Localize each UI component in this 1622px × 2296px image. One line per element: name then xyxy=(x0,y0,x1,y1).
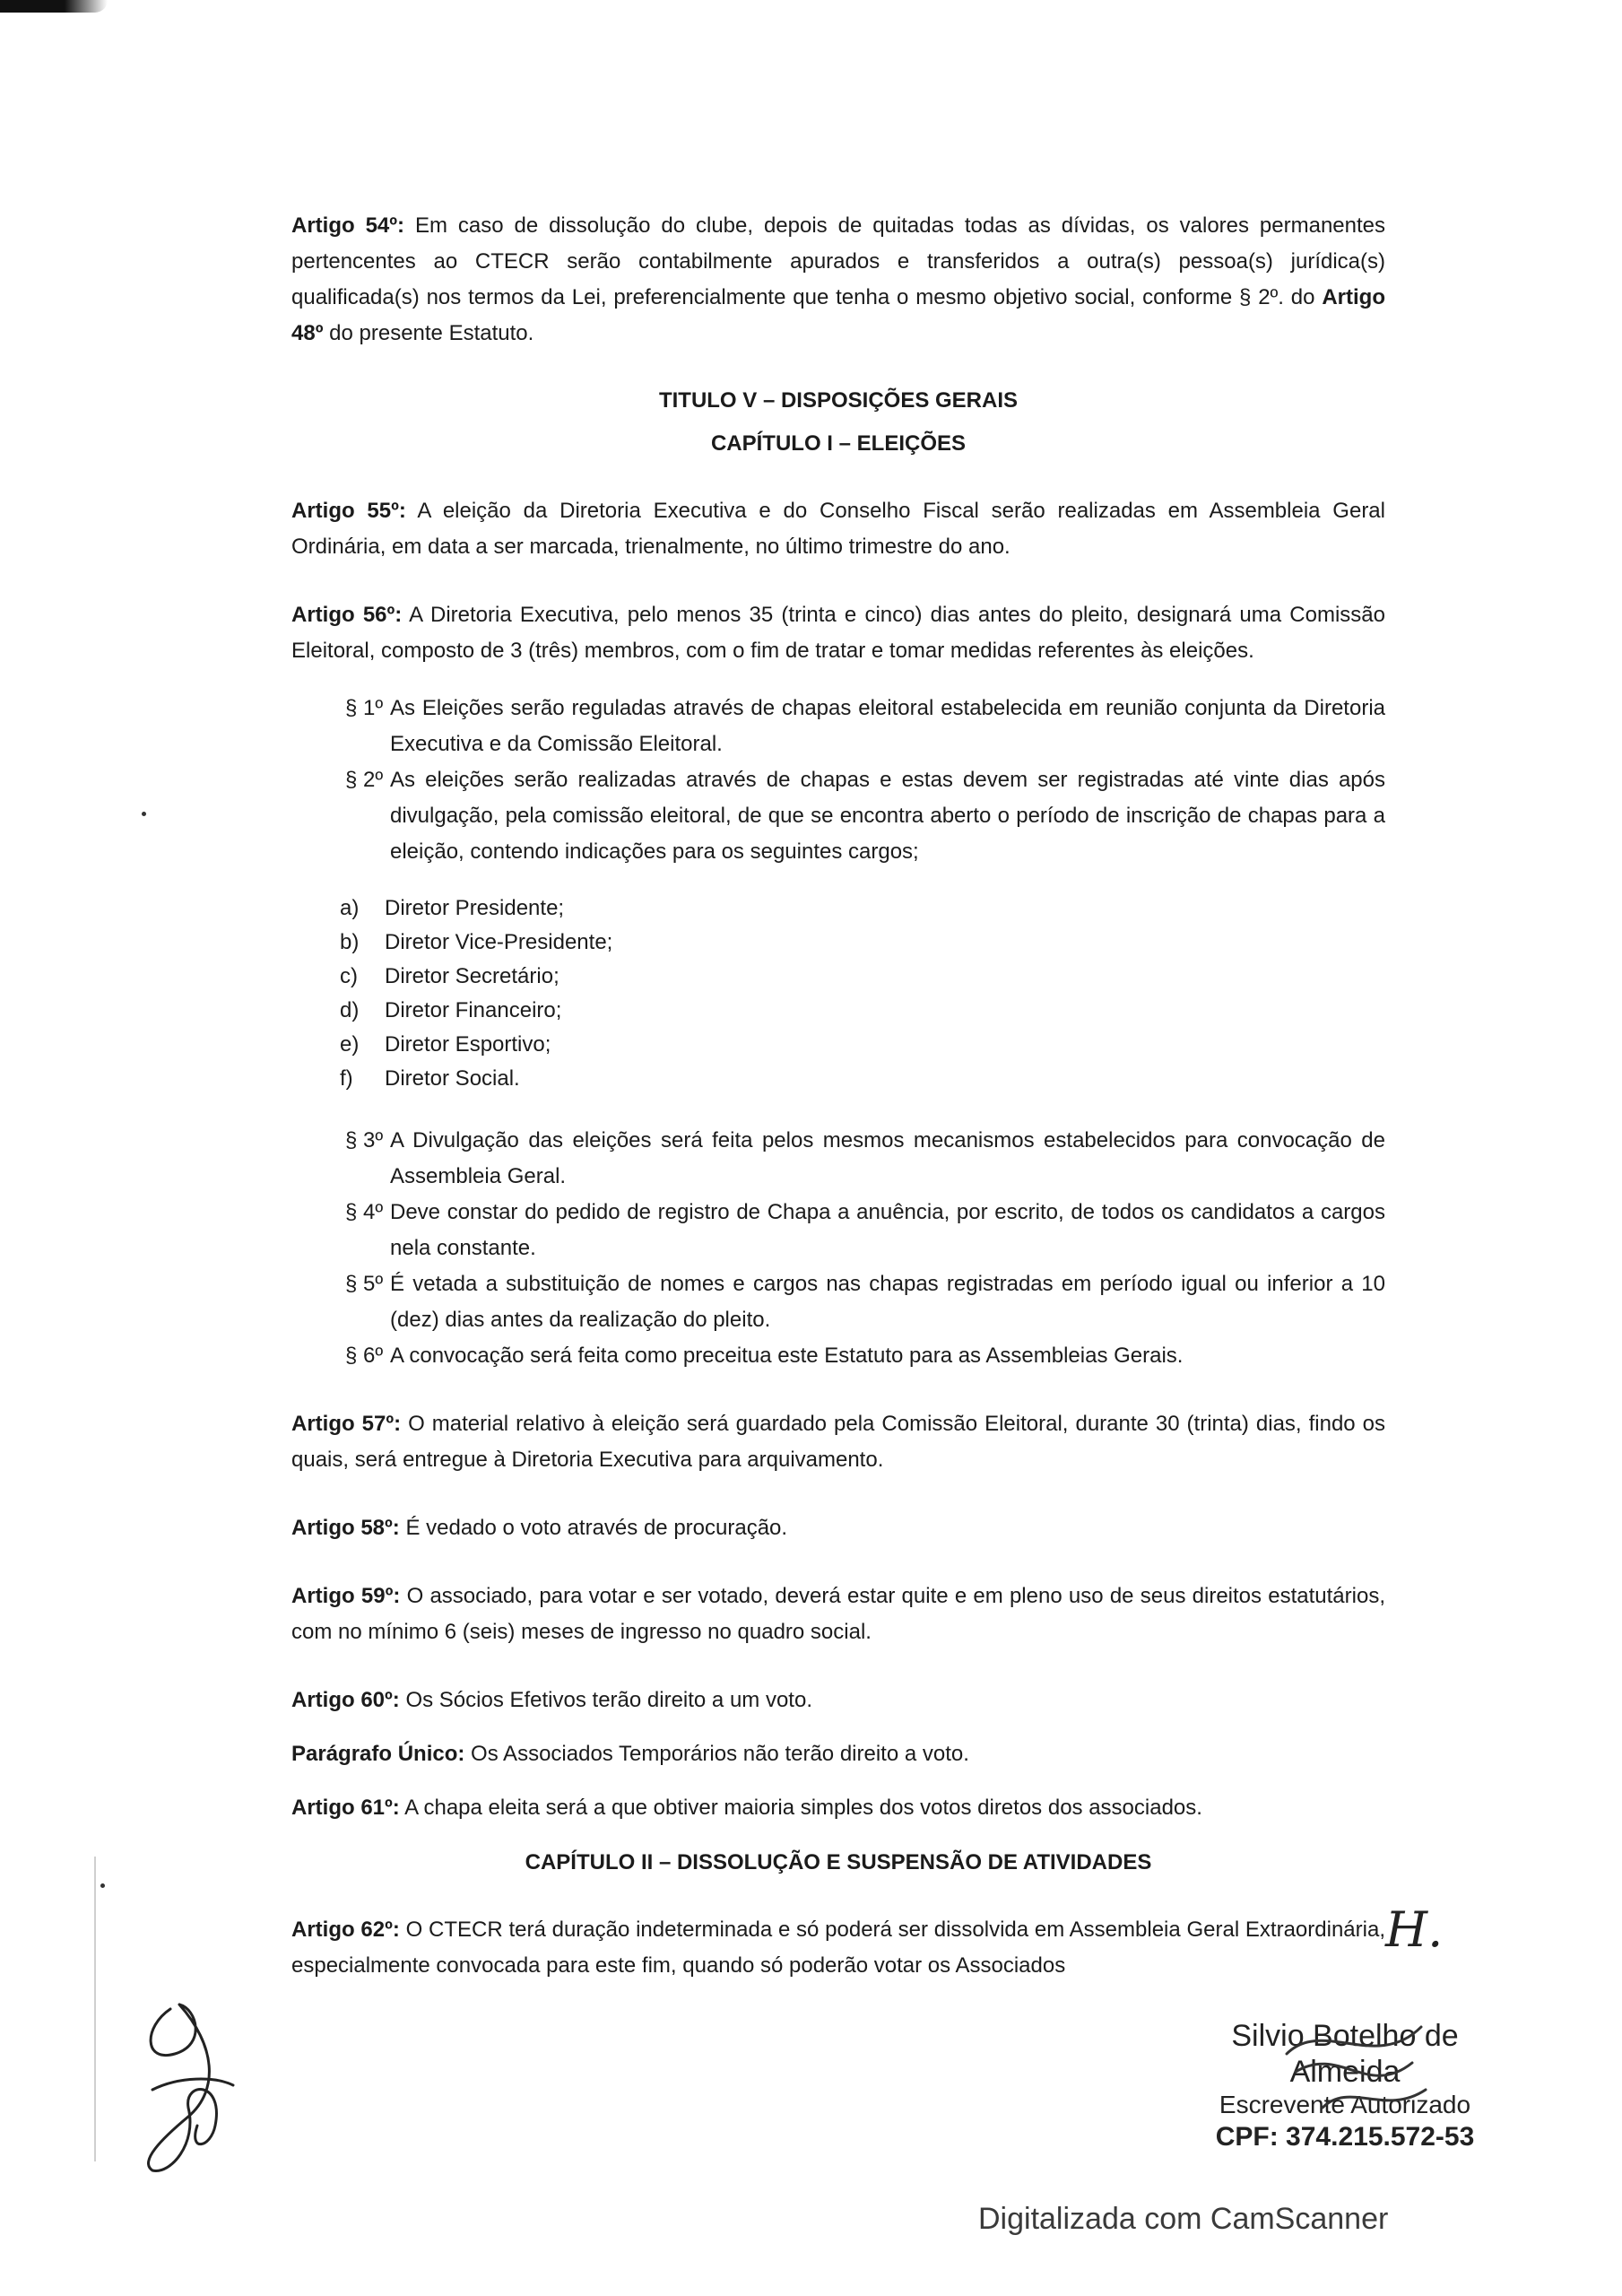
paragraph-text: A convocação será feita como preceitua este Estatuto para as Assembleias Gerais. xyxy=(390,1344,1184,1368)
stamp-cpf: CPF: 374.215.572-53 xyxy=(1215,2122,1475,2152)
list-item xyxy=(340,926,1385,960)
handwritten-signature xyxy=(134,1991,242,2179)
list-item xyxy=(340,960,1385,994)
paragraph-mark: § 1º xyxy=(345,696,384,720)
article-59 xyxy=(291,1578,1385,1650)
article-text: A eleição da Diretoria Executiva e do Conselho Fiscal serão realizadas em Assembleia Geral Ordinária, em data a ser marcada, trienalmente, no último trimestre do ano. xyxy=(291,499,1385,559)
paragrafo-unico xyxy=(291,1736,1385,1772)
paragraph-mark: § 3º xyxy=(345,1128,384,1152)
stamp-name: Silvio Botelho de Almeida xyxy=(1231,2019,1459,2089)
chapter-ii-heading: CAPÍTULO II – DISSOLUÇÃO E SUSPENSÃO DE ATIVIDADES xyxy=(525,1850,1152,1874)
list-letter: c) xyxy=(340,964,358,988)
paragraph-2 xyxy=(345,762,1385,870)
paragraph-mark: § 6º xyxy=(345,1344,384,1368)
article-label: Artigo 60º: xyxy=(291,1688,400,1712)
article-label: Artigo 62º: xyxy=(291,1918,400,1942)
article-text: A chapa eleita será a que obtiver maioria simples dos votos diretos dos associados. xyxy=(399,1796,1202,1820)
chapter-i-heading: CAPÍTULO I – ELEIÇÕES xyxy=(710,431,967,456)
article-text: O associado, para votar e ser votado, deverá estar quite e em pleno uso de seus direitos estatutários, com no mínimo 6 (seis) meses de ingresso no quadro social. xyxy=(291,1584,1385,1644)
list-item xyxy=(340,1028,1385,1062)
list-text: Diretor Presidente; xyxy=(385,896,565,920)
scan-speck xyxy=(142,812,146,816)
scan-speck xyxy=(100,1883,105,1888)
notary-stamp xyxy=(1197,2018,1493,2154)
article-text: É vedado o voto através de procuração. xyxy=(399,1516,788,1540)
article-56 xyxy=(291,597,1385,669)
article-56-paragraphs xyxy=(345,691,1385,870)
list-letter: e) xyxy=(340,1032,360,1057)
list-letter: b) xyxy=(340,930,360,954)
article-60 xyxy=(291,1683,1385,1718)
list-text: Diretor Financeiro; xyxy=(385,998,562,1022)
camscanner-watermark: Digitalizada com CamScanner xyxy=(978,2202,1389,2236)
article-54 xyxy=(291,208,1385,352)
article-label: Artigo 54º: xyxy=(291,213,405,238)
paragraph-text: As Eleições serão reguladas através de chapas eleitoral estabelecida em reunião conjunta da Diretoria Executiva e da Comissão Eleitoral. xyxy=(390,696,1385,756)
article-58 xyxy=(291,1510,1385,1546)
article-61 xyxy=(291,1790,1385,1826)
article-text: Em caso de dissolução do clube, depois de quitadas todas as dívidas, os valores permanentes pertencentes ao CTECR serão contabilmente apurados e transferidos a outra(s) pessoa(s) jurídica(s) qualificada(s) nos termos da Lei, preferencialmente que tenha o mesmo objetivo social, conforme § 2º. do xyxy=(291,213,1385,309)
article-label: Artigo 59º: xyxy=(291,1584,401,1608)
article-56-more-paragraphs xyxy=(345,1123,1385,1374)
article-text: Os Sócios Efetivos terão direito a um voto. xyxy=(399,1688,812,1712)
article-reference: Artigo 48º xyxy=(291,285,1385,345)
paragraph-text: A Divulgação das eleições será feita pelos mesmos mecanismos estabelecidos para convocação de Assembleia Geral. xyxy=(390,1128,1385,1188)
list-item xyxy=(340,1062,1385,1096)
list-text: Diretor Esportivo; xyxy=(385,1032,551,1057)
list-letter: d) xyxy=(340,998,360,1022)
list-text: Diretor Vice-Presidente; xyxy=(385,930,613,954)
paragraph-mark: § 4º xyxy=(345,1200,384,1224)
paragraph-mark: § 5º xyxy=(345,1272,384,1296)
article-label: Artigo 56º: xyxy=(291,603,403,627)
title-v-heading: TITULO V – DISPOSIÇÕES GERAIS xyxy=(658,388,1019,413)
page-edge-shadow xyxy=(94,1857,96,2161)
paragraph-3 xyxy=(345,1123,1385,1195)
positions-list xyxy=(340,891,1385,1096)
article-text: A Diretoria Executiva, pelo menos 35 (trinta e cinco) dias antes do pleito, designará uma Comissão Eleitoral, composto de 3 (três) membros, com o fim de tratar e tomar medidas referentes às eleições. xyxy=(291,603,1385,663)
list-item xyxy=(340,994,1385,1028)
list-letter: a) xyxy=(340,896,360,920)
article-label: Parágrafo Único: xyxy=(291,1742,465,1766)
paragraph-4 xyxy=(345,1195,1385,1266)
article-text-tail: do presente Estatuto. xyxy=(323,321,534,345)
article-text: Os Associados Temporários não terão direito a voto. xyxy=(464,1742,969,1766)
article-57 xyxy=(291,1406,1385,1478)
paragraph-6 xyxy=(345,1338,1385,1374)
article-label: Artigo 61º: xyxy=(291,1796,400,1820)
stamp-role: Escrevente Autorizado xyxy=(1219,2091,1471,2118)
scan-edge-mark xyxy=(0,0,108,13)
article-label: Artigo 58º: xyxy=(291,1516,400,1540)
paragraph-text: É vetada a substituição de nomes e cargos nas chapas registradas em período igual ou inferior a 10 (dez) dias antes da realização do pleito. xyxy=(390,1272,1385,1332)
handwritten-initials: H. xyxy=(1385,1901,1444,1958)
list-text: Diretor Social. xyxy=(385,1066,520,1091)
article-text: O material relativo à eleição será guardado pela Comissão Eleitoral, durante 30 (trinta) dias, findo os quais, será entregue à Diretoria Executiva para arquivamento. xyxy=(291,1412,1385,1472)
paragraph-1 xyxy=(345,691,1385,762)
list-item xyxy=(340,891,1385,926)
article-55 xyxy=(291,493,1385,565)
paragraph-mark: § 2º xyxy=(345,768,384,792)
list-text: Diretor Secretário; xyxy=(385,964,559,988)
article-label: Artigo 57º: xyxy=(291,1412,402,1436)
list-letter: f) xyxy=(340,1066,353,1091)
article-text: O CTECR terá duração indeterminada e só poderá ser dissolvida em Assembleia Geral Extraordinária, especialmente convocada para este fim, quando só poderão votar os Associados xyxy=(291,1918,1385,1978)
stamp-signature-scribble xyxy=(1269,2018,1439,2126)
article-label: Artigo 55º: xyxy=(291,499,406,523)
paragraph-text: As eleições serão realizadas através de chapas e estas devem ser registradas até vinte dias após divulgação, pela comissão eleitoral, de que se encontra aberto o período de inscrição de chapas para a eleição, contendo indicações para os seguintes cargos; xyxy=(390,768,1385,864)
paragraph-5 xyxy=(345,1266,1385,1338)
article-62 xyxy=(291,1912,1385,1984)
paragraph-text: Deve constar do pedido de registro de Chapa a anuência, por escrito, de todos os candidatos a cargos nela constante. xyxy=(390,1200,1385,1260)
document-body xyxy=(291,208,1385,2016)
